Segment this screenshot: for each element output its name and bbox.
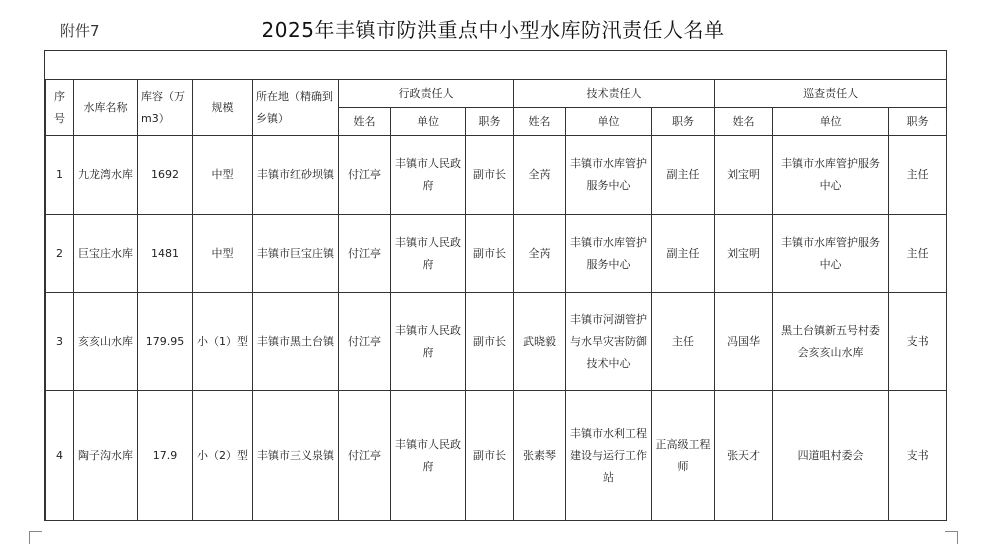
cell-tech-unit: 丰镇市河湖管护与水旱灾害防御技术中心 [566,293,652,391]
header-patrol-group: 巡查责任人 [715,80,947,108]
cell-tech-position: 副主任 [652,136,715,215]
cell-patrol-position: 支书 [889,293,947,391]
cell-patrol-name: 刘宝明 [715,136,773,215]
cell-patrol-unit: 黑土台镇新五号村委会亥亥山水库 [773,293,889,391]
cell-patrol-position: 主任 [889,136,947,215]
header-tech-position: 职务 [652,108,715,136]
table-row [46,136,947,215]
cell-location: 丰镇市红砂坝镇 [253,136,339,215]
cell-admin-name: 付江亭 [339,215,391,293]
cell-tech-unit: 丰镇市水库管护服务中心 [566,136,652,215]
cell-patrol-unit: 四道咀村委会 [773,391,889,521]
cell-capacity: 1692 [138,136,193,215]
cell-admin-name: 付江亭 [339,293,391,391]
cell-no: 2 [46,215,74,293]
header-reservoir-name: 水库名称 [74,80,138,136]
cell-tech-position: 副主任 [652,215,715,293]
header-tech-group: 技术责任人 [514,80,715,108]
cell-reservoir-name: 陶子沟水库 [74,391,138,521]
table-row [46,215,947,293]
cell-scale: 中型 [193,136,253,215]
header-patrol-unit: 单位 [773,108,889,136]
cell-scale: 小（1）型 [193,293,253,391]
cell-scale: 小（2）型 [193,391,253,521]
cell-admin-name: 付江亭 [339,391,391,521]
responsibility-table [45,79,947,521]
cell-patrol-name: 张天才 [715,391,773,521]
cell-location: 丰镇市黑土台镇 [253,293,339,391]
cell-admin-unit: 丰镇市人民政府 [391,136,466,215]
cell-tech-position: 正高级工程师 [652,391,715,521]
cell-patrol-position: 支书 [889,391,947,521]
attachment-label: 附件7 [60,22,100,40]
cell-tech-unit: 丰镇市水库管护服务中心 [566,215,652,293]
cell-tech-name: 全芮 [514,215,566,293]
cell-reservoir-name: 巨宝庄水库 [74,215,138,293]
cell-reservoir-name: 九龙湾水库 [74,136,138,215]
page-corner-mark-left [29,531,42,544]
header-admin-unit: 单位 [391,108,466,136]
cell-tech-position: 主任 [652,293,715,391]
cell-tech-name: 全芮 [514,136,566,215]
responsibility-sheet [44,50,947,521]
cell-patrol-unit: 丰镇市水库管护服务中心 [773,136,889,215]
header-admin-position: 职务 [466,108,514,136]
cell-capacity: 179.95 [138,293,193,391]
cell-admin-name: 付江亭 [339,136,391,215]
cell-patrol-unit: 丰镇市水库管护服务中心 [773,215,889,293]
cell-no: 4 [46,391,74,521]
document-title: 2025年丰镇市防洪重点中小型水库防汛责任人名单 [261,18,725,42]
page-corner-mark-right [945,531,958,544]
cell-location: 丰镇市三义泉镇 [253,391,339,521]
header-patrol-position: 职务 [889,108,947,136]
header-tech-name: 姓名 [514,108,566,136]
cell-admin-unit: 丰镇市人民政府 [391,215,466,293]
cell-admin-position: 副市长 [466,293,514,391]
cell-admin-unit: 丰镇市人民政府 [391,391,466,521]
header-patrol-name: 姓名 [715,108,773,136]
header-location: 所在地（精确到乡镇） [253,80,339,136]
cell-tech-name: 武晓毅 [514,293,566,391]
cell-patrol-name: 冯国华 [715,293,773,391]
header-scale: 规模 [193,80,253,136]
cell-admin-unit: 丰镇市人民政府 [391,293,466,391]
cell-tech-name: 张素琴 [514,391,566,521]
cell-admin-position: 副市长 [466,215,514,293]
cell-patrol-name: 刘宝明 [715,215,773,293]
cell-admin-position: 副市长 [466,136,514,215]
cell-reservoir-name: 亥亥山水库 [74,293,138,391]
cell-patrol-position: 主任 [889,215,947,293]
header-row-group [46,80,947,108]
cell-capacity: 1481 [138,215,193,293]
table-row [46,293,947,391]
cell-capacity: 17.9 [138,391,193,521]
header-capacity: 库容（万m3） [138,80,193,136]
header-no: 序号 [46,80,74,136]
table-row [46,391,947,521]
cell-location: 丰镇市巨宝庄镇 [253,215,339,293]
cell-no: 3 [46,293,74,391]
cell-no: 1 [46,136,74,215]
cell-tech-unit: 丰镇市水利工程建设与运行工作站 [566,391,652,521]
header-admin-group: 行政责任人 [339,80,514,108]
header-admin-name: 姓名 [339,108,391,136]
cell-scale: 中型 [193,215,253,293]
header-tech-unit: 单位 [566,108,652,136]
cell-admin-position: 副市长 [466,391,514,521]
